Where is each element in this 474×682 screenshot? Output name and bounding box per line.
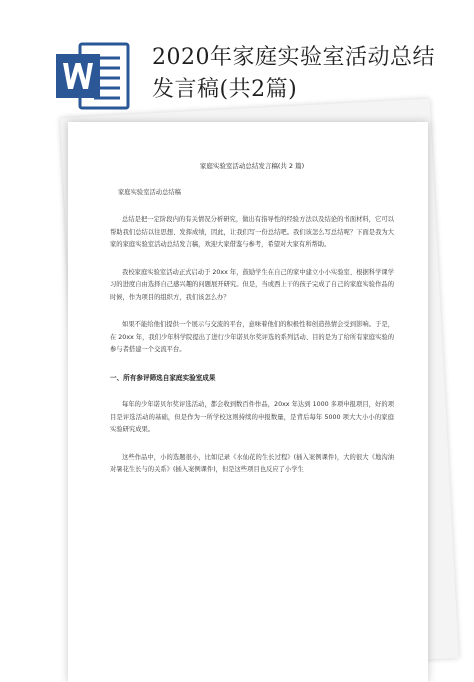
paragraph-topics: 这些作品中，小的选题很小，比如记录《水仙花的生长过程》(插入案例课件)，大的很大《地沟油对暑花生长与的关系》(插入案例课件)，但是这些项目也反应了小学生 (110, 453, 394, 473)
paragraph-intro: 总结是把一定阶段内的有关情况分析研究，做出有指导性的经验方法以及结论的书面材料，它可以帮助我们总结以往思想、发挥成绩，因此，让我们写一份总结吧。我们该怎么写总结呢？下面是我为大家的家庭实验室活动总结发言稿，欢迎大家借鉴与参考，希望对大家有所帮助。 (110, 216, 394, 248)
paragraph-lab-launch: 我校家庭实验室活动正式启动于 20xx 年，鼓励学生在自己的家中建立小小实验室、根据科学课学习的进度自由选择自己感兴趣的问题展开研究。但是，当或西上干的孩子完成了自己的家庭实验作品的时候，作为项目的组织方，我们该怎么办？ (110, 268, 394, 301)
paragraph-platform: 如果不能给他们提供一个展示与交流的平台，意味着他们的积极性和创造热情会受到影响。于是，在 20xx 年，我们少年科学院提出了进行少年诺贝尔奖评选的系列活动、目的是为了给所有家庭实验的参与者搭建一个交流平台。 (110, 321, 394, 353)
page-subheading: 家庭实验室活动总结稿 (118, 188, 181, 196)
paragraph-submissions: 每年的少年诺贝尔奖评选活动，都会收到数百件作品，20xx 年达到 1000 多项申报项目，好的项目是评选活动的基础，但是作为一所学校这则持续的申报数量，是背后每年 5000 项大大小小的家庭实验研究成果。 (110, 401, 394, 433)
page-content (110, 160, 394, 492)
word-document-icon (54, 40, 134, 112)
page-heading: 家庭实验室活动总结发言稿(共 2 篇) (199, 162, 305, 170)
section-title: 一、所有参评筛选自家庭实验室成果 (110, 373, 216, 382)
document-title: 2020年家庭实验室活动总结发言稿(共2篇) (152, 45, 435, 102)
